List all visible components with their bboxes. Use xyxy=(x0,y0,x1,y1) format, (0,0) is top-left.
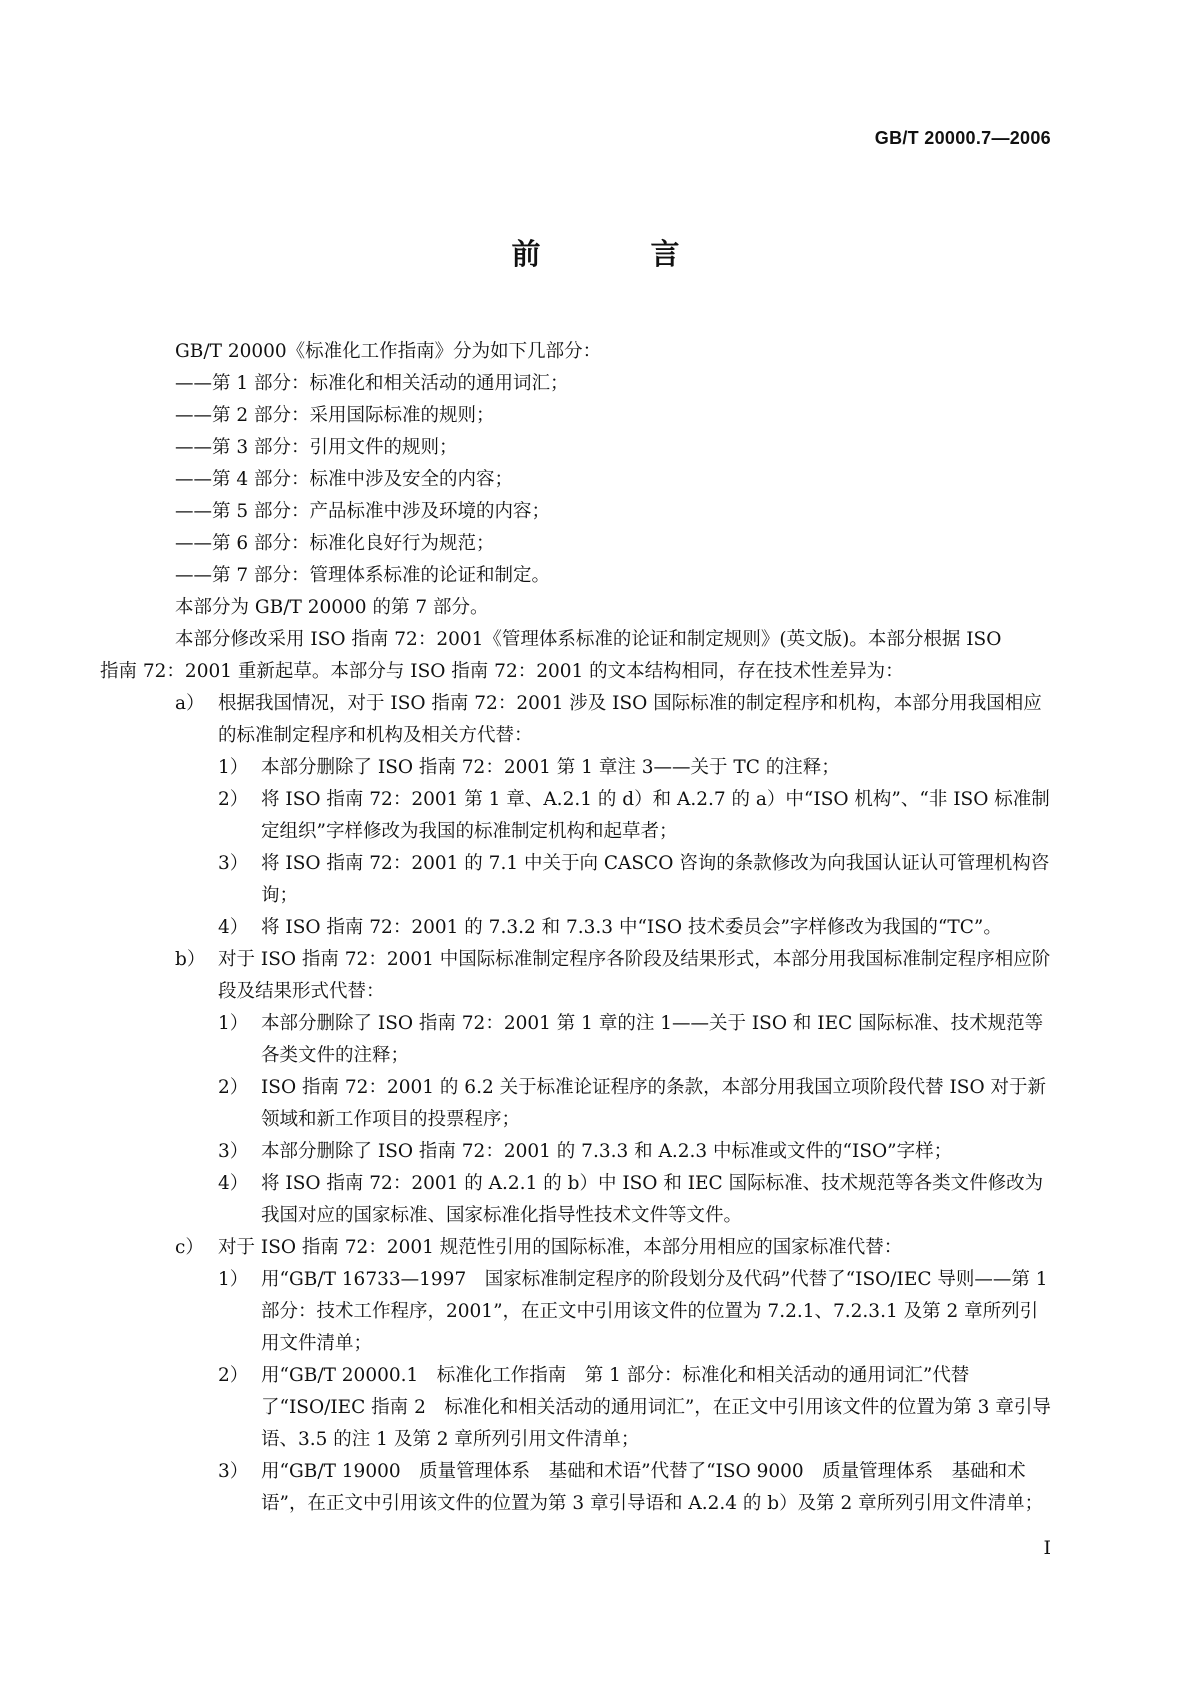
item-text: 本部分删除了 ISO 指南 72：2001 第 1 章注 3——关于 TC 的注释； xyxy=(261,757,840,778)
item-marker: 2） xyxy=(218,1077,249,1098)
item-marker: 2） xyxy=(218,789,249,810)
this-part-line: 本部分为 GB/T 20000 的第 7 部分。 xyxy=(175,597,489,618)
section-b xyxy=(175,944,1055,1232)
section-marker: a） xyxy=(175,693,205,714)
item-marker: 4） xyxy=(218,917,249,938)
item-text: 将 ISO 指南 72：2001 的 7.1 中关于向 CASCO 咨询的条款修改为向我国认证认可管理机构咨询； xyxy=(261,853,1050,906)
part-item: ——第 4 部分：标准中涉及安全的内容； xyxy=(175,469,514,490)
page-number: I xyxy=(1043,1537,1051,1559)
part-item: ——第 5 部分：产品标准中涉及环境的内容； xyxy=(175,501,551,522)
section-marker: c） xyxy=(175,1237,204,1258)
item-marker: 4） xyxy=(218,1173,249,1194)
item-text: 将 ISO 指南 72：2001 的 7.3.2 和 7.3.3 中“ISO 技术委员会”字样修改为我国的“TC”。 xyxy=(261,917,1002,938)
part-item: ——第 1 部分：标准化和相关活动的通用词汇； xyxy=(175,373,569,394)
section-a xyxy=(175,688,1055,944)
part-item: ——第 6 部分：标准化良好行为规范； xyxy=(175,533,495,554)
part-item: ——第 2 部分：采用国际标准的规则； xyxy=(175,405,495,426)
item-marker: 3） xyxy=(218,853,249,874)
item-marker: 3） xyxy=(218,1461,249,1482)
adoption-line-1: 本部分修改采用 ISO 指南 72：2001《管理体系标准的论证和制定规则》(英文版)。本部分根据 ISO xyxy=(175,629,1002,650)
item-text: 用“GB/T 19000 质量管理体系 基础和术语”代替了“ISO 9000 质量管理体系 基础和术语”，在正文中引用该文件的位置为第 3 章引导语和 A.2.4 的 b）及第 2 章所列引用文件清单； xyxy=(261,1461,1044,1514)
adoption-line-2: 指南 72：2001 重新起草。本部分与 ISO 指南 72：2001 的文本结构相同，存在技术性差异为： xyxy=(100,661,904,682)
item-text: 用“GB/T 20000.1 标准化工作指南 第 1 部分：标准化和相关活动的通用词汇”代替了“ISO/IEC 指南 2 标准化和相关活动的通用词汇”，在正文中引用该文件的位置为第 3 章引导语、3.5 的注 1 及第 2 章所列引用文件清单； xyxy=(261,1365,1051,1450)
standard-id: GB/T 20000.7—2006 xyxy=(874,128,1051,148)
section-text: 根据我国情况，对于 ISO 指南 72：2001 涉及 ISO 国际标准的制定程序和机构，本部分用我国相应的标准制定程序和机构及相关方代替： xyxy=(218,693,1042,746)
section-c xyxy=(175,1232,1055,1520)
document-body xyxy=(100,336,1055,1520)
section-text: 对于 ISO 指南 72：2001 中国际标准制定程序各阶段及结果形式，本部分用我国标准制定程序相应阶段及结果形式代替： xyxy=(218,949,1051,1002)
section-marker: b） xyxy=(175,949,206,970)
item-text: 将 ISO 指南 72：2001 的 A.2.1 的 b）中 ISO 和 IEC 国际标准、技术规范等各类文件修改为我国对应的国家标准、国家标准化指导性技术文件等文件。 xyxy=(261,1173,1044,1226)
item-text: 将 ISO 指南 72：2001 第 1 章、A.2.1 的 d）和 A.2.7 的 a）中“ISO 机构”、“非 ISO 标准制定组织”字样修改为我国的标准制定机构和起草者； xyxy=(261,789,1050,842)
part-item: ——第 3 部分：引用文件的规则； xyxy=(175,437,458,458)
item-marker: 2） xyxy=(218,1365,249,1386)
item-marker: 1） xyxy=(218,757,249,778)
section-text: 对于 ISO 指南 72：2001 规范性引用的国际标准，本部分用相应的国家标准代替： xyxy=(218,1237,903,1258)
item-marker: 1） xyxy=(218,1269,249,1290)
item-text: ISO 指南 72：2001 的 6.2 关于标准论证程序的条款，本部分用我国立项阶段代替 ISO 对于新领域和新工作项目的投票程序； xyxy=(261,1077,1047,1130)
item-marker: 3） xyxy=(218,1141,249,1162)
intro-line: GB/T 20000《标准化工作指南》分为如下几部分： xyxy=(175,341,602,362)
page-title: 前 言 xyxy=(511,237,730,271)
item-text: 本部分删除了 ISO 指南 72：2001 第 1 章的注 1——关于 ISO 和 IEC 国际标准、技术规范等各类文件的注释； xyxy=(261,1013,1044,1066)
part-item: ——第 7 部分：管理体系标准的论证和制定。 xyxy=(175,565,551,586)
item-marker: 1） xyxy=(218,1013,249,1034)
item-text: 用“GB/T 16733—1997 国家标准制定程序的阶段划分及代码”代替了“ISO/IEC 导则——第 1 部分：技术工作程序，2001”，在正文中引用该文件的位置为 7.2.1、7.2.3.1 及第 2 章所列引用文件清单； xyxy=(261,1269,1048,1354)
item-text: 本部分删除了 ISO 指南 72：2001 的 7.3.3 和 A.2.3 中标准或文件的“ISO”字样； xyxy=(261,1141,953,1162)
